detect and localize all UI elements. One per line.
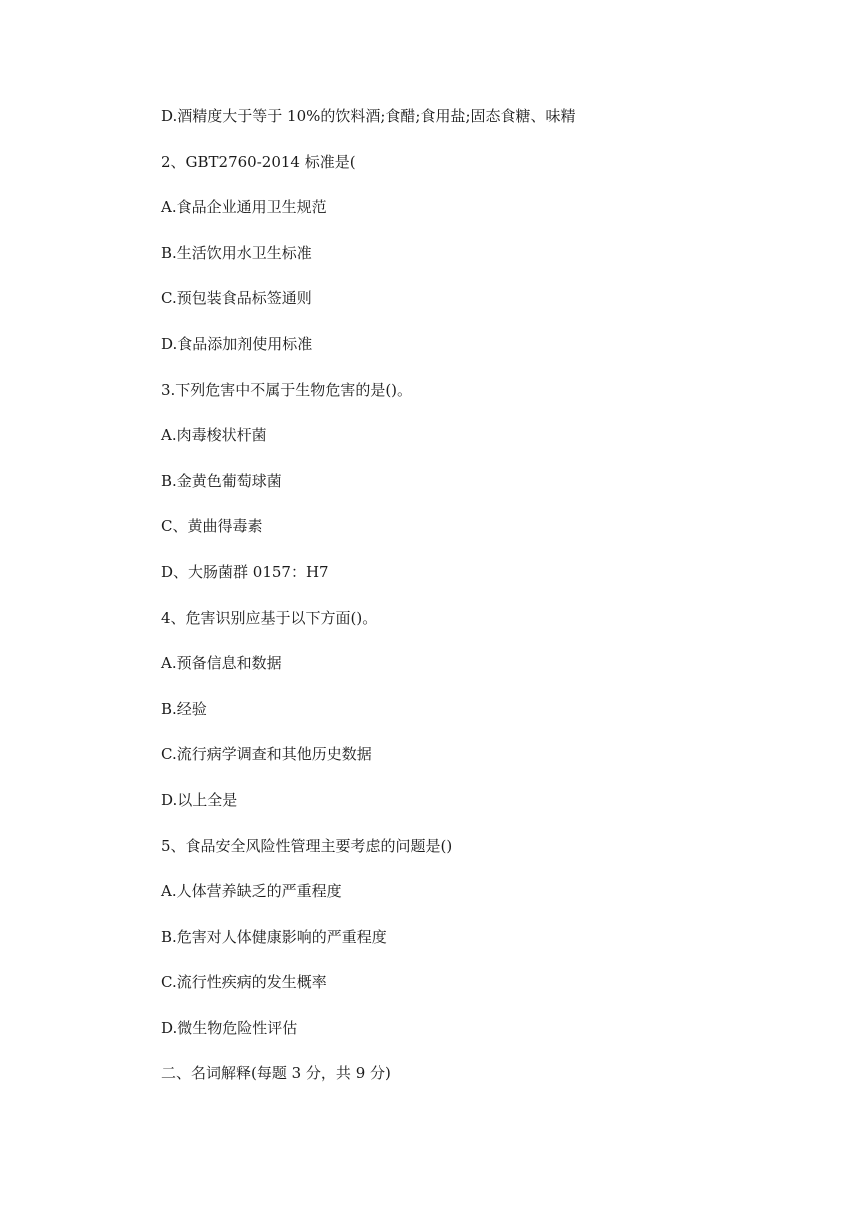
option-line: C、黄曲得毒素 [161, 517, 263, 536]
option-line: D.酒精度大于等于 10%的饮料酒;食醋;食用盐;固态食糖、味精 [161, 107, 576, 125]
option-line: B.生活饮用水卫生标准 [161, 243, 312, 262]
option-line: C.流行病学调查和其他历史数据 [161, 745, 372, 764]
option-line: A.人体营养缺乏的严重程度 [161, 882, 342, 901]
question-line: 5、食品安全风险性管理主要考虑的问题是() [161, 836, 453, 855]
option-line: D.食品添加剂使用标准 [161, 334, 313, 353]
section-heading: 二、名词解释(每题 3 分，共 9 分) [161, 1064, 391, 1083]
question-line: 2、GBT2760-2014 标准是( [161, 152, 356, 171]
option-line: C.流行性疾病的发生概率 [161, 973, 327, 992]
option-line: A.肉毒梭状杆菌 [161, 426, 267, 445]
option-line: D.以上全是 [161, 790, 238, 809]
option-line: C.预包装食品标签通则 [161, 289, 312, 308]
option-line: B.危害对人体健康影响的严重程度 [161, 927, 387, 946]
document-body [161, 103, 821, 1106]
question-line: 4、危害识别应基于以下方面()。 [161, 608, 378, 627]
option-line: B.经验 [161, 699, 207, 718]
option-line: A.食品企业通用卫生规范 [161, 198, 327, 217]
option-line: B.金黄色葡萄球菌 [161, 471, 282, 490]
option-line: D.微生物危险性评估 [161, 1018, 298, 1037]
question-line: 3.下列危害中不属于生物危害的是()。 [161, 380, 413, 399]
option-line: A.预备信息和数据 [161, 654, 282, 673]
option-line: D、大肠菌群 0157：H7 [161, 562, 329, 581]
